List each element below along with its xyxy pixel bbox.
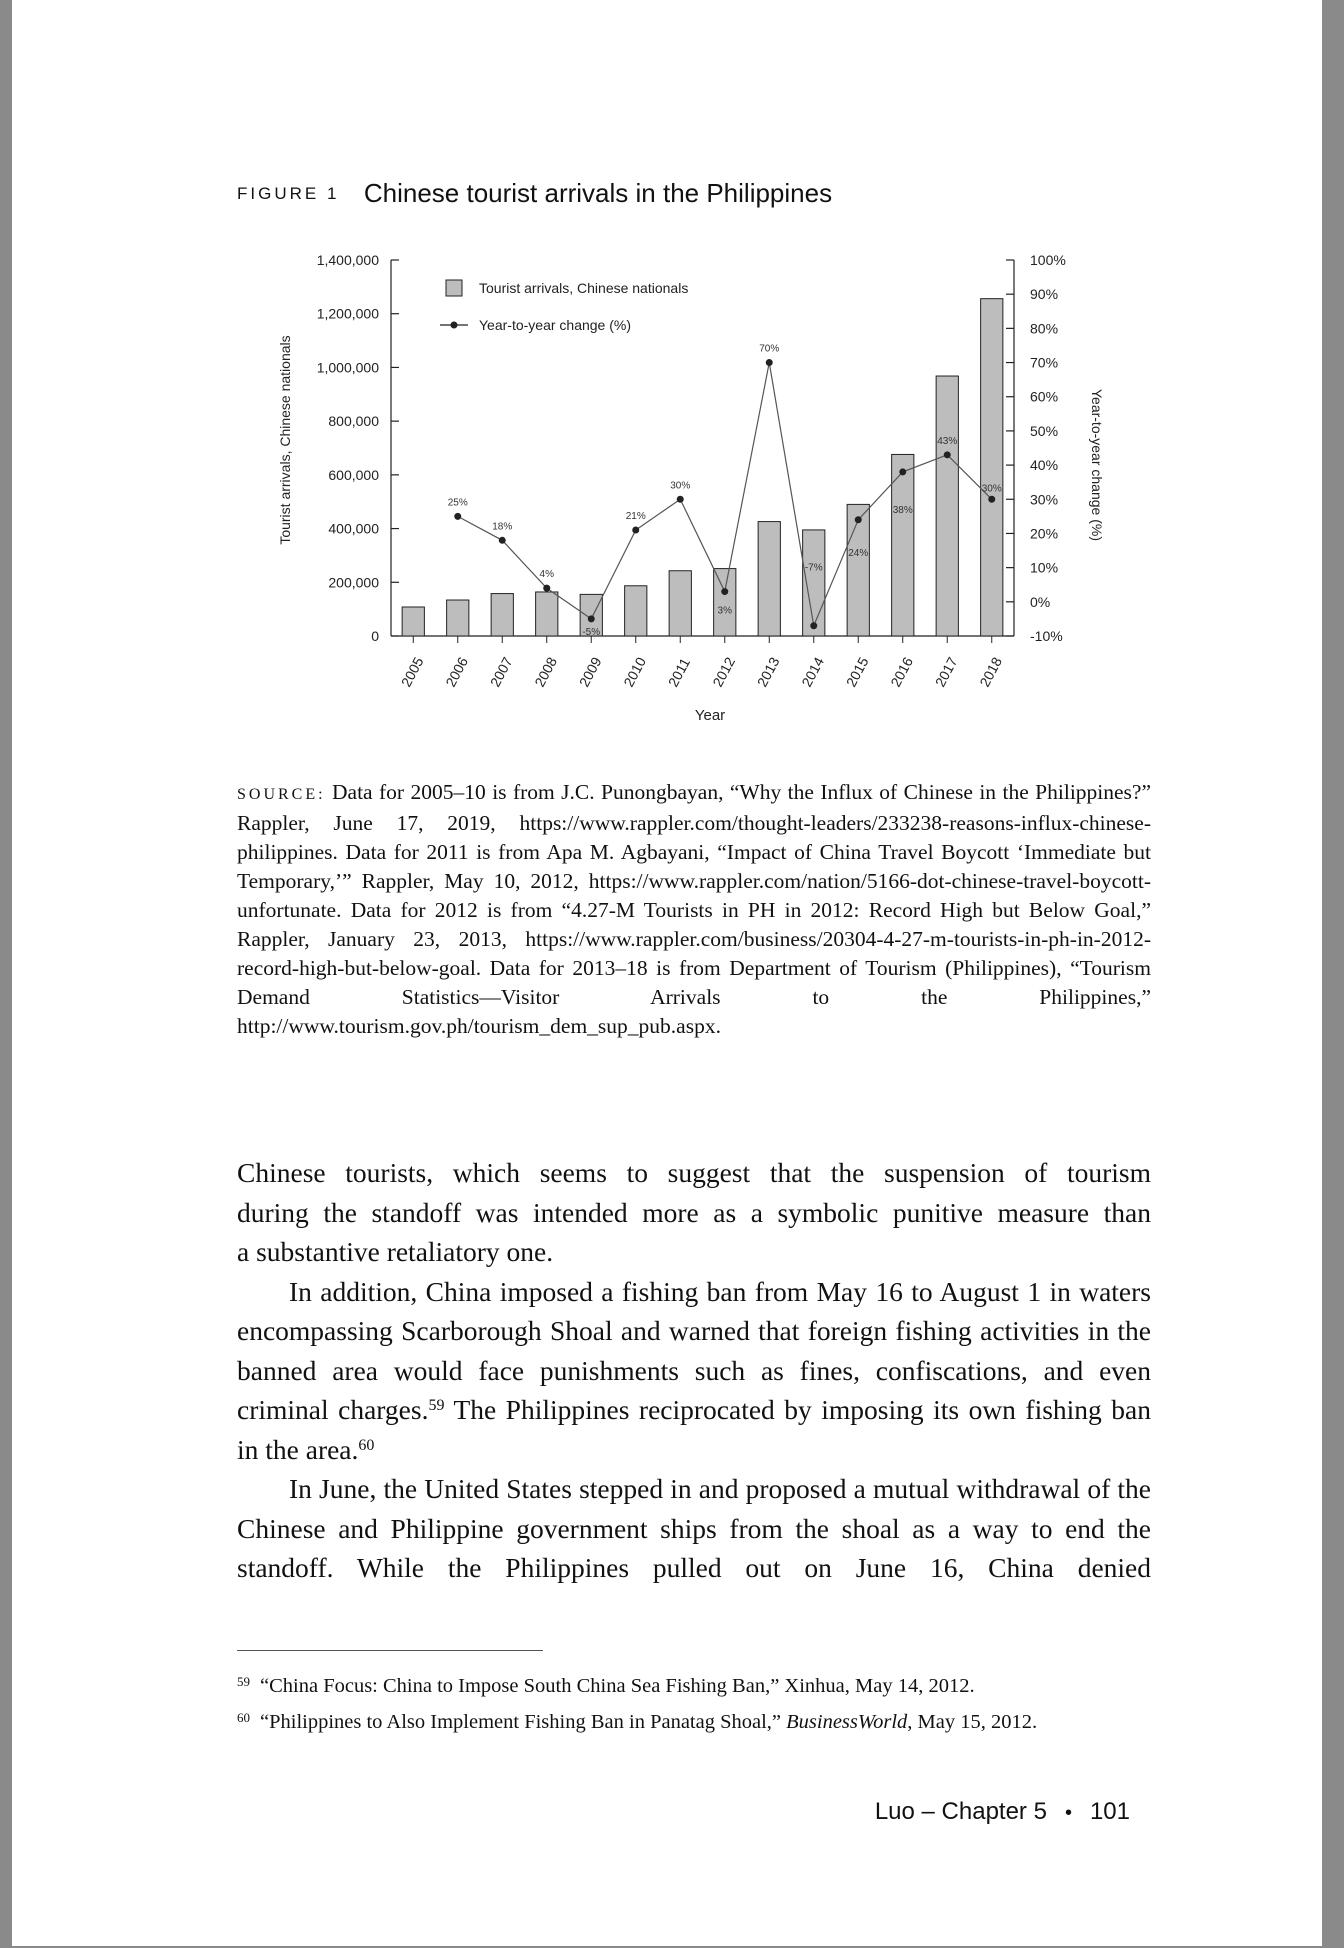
right-tick-label: 10% [1030,559,1059,576]
x-tick-label: 2012 [709,654,739,690]
x-tick-label: 2017 [931,654,961,690]
bar [536,592,558,636]
x-tick-label: 2006 [442,654,472,690]
change-point [899,468,906,475]
separator-dot: • [1064,1802,1072,1824]
change-data-label: 24% [848,547,869,559]
x-tick-label: 2007 [486,654,516,690]
right-tick-label: 0% [1030,593,1051,610]
change-point [499,537,506,544]
change-data-label: 70% [759,343,780,355]
change-data-label: -7% [804,562,823,574]
x-tick-label: 2005 [397,654,427,690]
change-data-label: 43% [937,435,958,447]
x-tick-label: 2016 [887,654,917,690]
bar [402,607,424,636]
running-footer [875,1798,1130,1826]
x-tick-label: 2010 [620,654,650,690]
left-tick-label: 1,200,000 [316,305,379,322]
running-title: Luo – Chapter 5 [874,1798,1047,1825]
change-data-label: 18% [492,521,513,533]
paragraph-1b: during the standoff was intended more as a symbolic punitive measure than [237,1196,1151,1228]
figure-source [237,778,1151,1041]
change-point [543,585,550,592]
x-tick-label: 2015 [842,654,872,690]
change-point [588,615,595,622]
footnote-ref-59[interactable]: 59 [428,1397,445,1414]
x-tick-label: 2008 [531,654,561,690]
x-tick-label: 2014 [798,654,828,690]
change-data-label: 3% [717,605,732,617]
footnote-60: $^{60}$ “Philippines to Also Implement Fishing Ban in Panatag Shoal,” BusinessWorld, May 15, 2012. [237,1710,1038,1733]
left-tick-label: 600,000 [328,466,379,483]
left-tick-label: 0 [371,628,379,644]
bar [936,376,958,636]
right-tick-label: 30% [1030,491,1059,508]
change-data-label: 38% [892,504,913,516]
change-data-label: 4% [539,569,554,581]
change-point [810,622,817,629]
combo-chart [12,0,1322,740]
paragraph-2: In addition, China imposed a fishing ban from May 16 to August 1 in waters encompassing Scarborough Shoal and warned that foreign fishing activities in the banned area would face punishments such as fines, confiscations, and even criminal charges.$^{59}$ The Philippines reciprocated by imposing its own fishing ban in the area.$^{60}$ [237,1275,1151,1465]
right-tick-label: 90% [1030,286,1059,303]
right-tick-label: 70% [1030,354,1059,371]
legend-bar-swatch [446,280,462,296]
change-point [766,359,773,366]
figure-title: Chinese tourist arrivals in the Philippines [363,178,833,208]
change-data-label: 21% [625,511,646,523]
change-point [721,588,728,595]
bar [625,586,647,636]
change-data-label: 30% [981,483,1002,495]
legend-bar-label: Tourist arrivals, Chinese nationals [479,280,689,296]
bar [892,454,914,636]
x-axis-title: Year [694,707,726,724]
x-tick-label: 2013 [753,654,783,690]
source-label: SOURCE: [237,786,326,803]
change-point [855,516,862,523]
bar [981,299,1003,636]
change-point [677,496,684,503]
left-tick-label: 800,000 [328,413,379,430]
right-tick-label: 40% [1030,457,1059,474]
change-point [988,496,995,503]
right-axis-title: Year-to-year change (%) [1089,388,1105,542]
left-tick-label: 1,000,000 [316,359,379,376]
source-text: Data for 2005–10 is from J.C. Punongbayan, “Why the Influx of Chinese in the Philippines?” Rappler, June 17, 2019, https://www.rappler.com/thought-leaders/233238-reasons-influx-chinese-philippines. Data for 2011 is from Apa M. Agbayani, “Impact of China Travel Boycott ‘Immediate but Temporary,’” Rappler, May 10, 2012, https://www.rappler.com/nation/5166-dot-chinese-travel-boycott-unfortunate. Data for 2012 is from “4.27-M Tourists in PH in 2012: Record High but Below Goal,” Rappler, January 23, 2013, https://www.rappler.com/business/20304-4-27-m-tourists-in-ph-in-2012-record-high-but-below-goal. Data for 2013–18 is from Department of Tourism (Philippines), “Tourism Demand Statistics—Visitor Arrivals to the Philippines,” http://www.tourism.gov.ph/tourism_dem_sup_pub.aspx. [237,780,1152,1038]
figure-label: FIGURE 1 [237,183,340,203]
left-tick-label: 400,000 [328,520,379,537]
legend-line-marker [451,322,458,329]
bar [669,571,691,636]
change-point [632,527,639,534]
footnote-ref-60[interactable]: 60 [358,1436,375,1454]
body-text [237,1153,1151,1588]
left-tick-label: 200,000 [328,574,379,591]
change-data-label: 25% [447,497,468,509]
left-axis-title: Tourist arrivals, Chinese nationals [277,335,293,545]
footnote-59: $^{59}$ “China Focus: China to Impose South China Sea Fishing Ban,” Xinhua, May 14, 2012. [237,1674,975,1697]
x-tick-label: 2011 [664,655,694,690]
change-point [944,451,951,458]
right-tick-label: 60% [1030,388,1059,405]
page-number: 101 [1089,1798,1130,1825]
footnote-rule [237,1650,543,1651]
paragraph-1: Chinese tourists, which seems to suggest that the suspension of tourism [237,1157,1151,1188]
bar [758,522,780,636]
right-tick-label: 80% [1030,320,1059,337]
change-data-label: 30% [670,480,691,492]
bar [447,600,469,636]
left-tick-label: 1,400,000 [316,252,379,268]
page [12,0,1322,1946]
paragraph-1c: a substantive retaliatory one. [237,1236,554,1267]
change-data-label: -5% [582,626,601,638]
x-tick-label: 2018 [976,654,1006,690]
legend-line-label: Year-to-year change (%) [479,317,632,333]
right-tick-label: 100% [1030,252,1066,268]
bar [847,504,869,636]
bar [491,594,513,636]
paragraph-3: In June, the United States stepped in and proposed a mutual withdrawal of the Chinese and Philippine government ships from the shoal as a way to end the standoff. While the Philippines pulled out on June 16, China denied [237,1473,1151,1583]
right-tick-label: 20% [1030,525,1059,542]
x-tick-label: 2009 [575,654,605,690]
right-tick-label: -10% [1030,628,1063,644]
right-tick-label: 50% [1030,422,1059,439]
change-point [454,513,461,520]
bar [714,569,736,636]
